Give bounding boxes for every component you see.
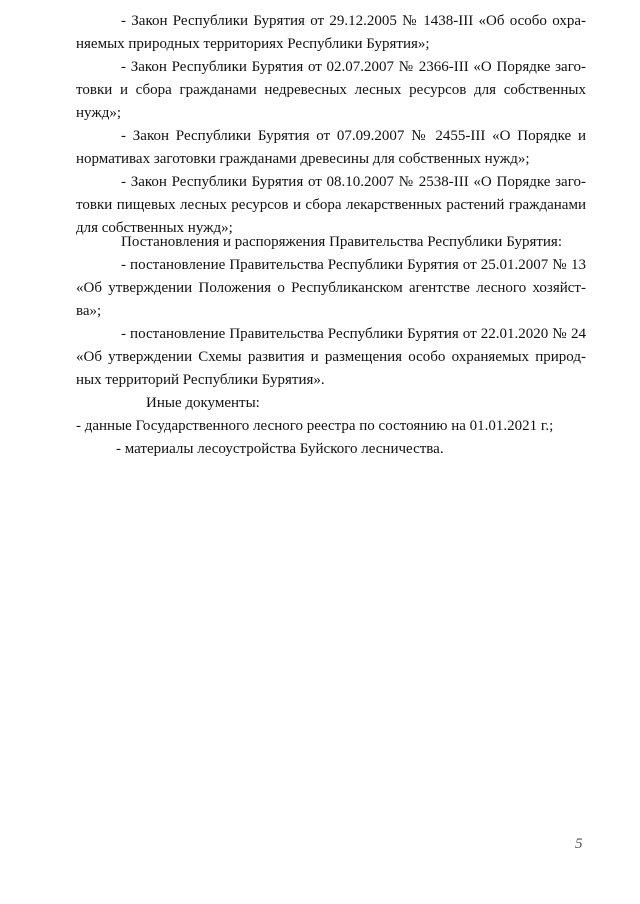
other-document-item: - материалы лесоустройства Буйского лесничества.: [116, 441, 444, 457]
laws-list: [76, 10, 586, 240]
other-documents-heading: Иные документы:: [146, 395, 260, 411]
other-documents-section: [76, 392, 586, 461]
resolution-item: - постановление Правительства Республики Бурятия от 22.01.2020 № 24 «Об утверждении Схемы развития и размещения особо охраняемых природных территорий Республики Бурятия».: [76, 326, 586, 388]
law-item: - Закон Республики Бурятия от 08.10.2007 № 2538-III «О Порядке заготовки пищевых лесных ресурсов и сбора лекарственных растений гражданами для собственных нужд»;: [76, 174, 586, 236]
law-item: - Закон Республики Бурятия от 07.09.2007 № 2455-III «О Порядке и нормативах заготовки гражданами древесины для собственных нужд»;: [76, 128, 586, 167]
resolution-item: - постановление Правительства Республики Бурятия от 25.01.2007 № 13 «Об утверждении Положения о Республиканском агентстве лесного хозяйства»;: [76, 257, 586, 319]
resolutions-heading: Постановления и распоряжения Правительства Республики Бурятия:: [121, 234, 562, 250]
resolutions-section: [76, 231, 586, 392]
page-number: 5: [575, 836, 583, 852]
law-item: - Закон Республики Бурятия от 02.07.2007 № 2366-III «О Порядке заготовки и сбора гражданами недревесных лесных ресурсов для собственных нужд»;: [76, 59, 586, 121]
law-item: - Закон Республики Бурятия от 29.12.2005 № 1438-III «Об особо охраняемых природных территориях Республики Бурятия»;: [76, 13, 586, 52]
other-document-item: - данные Государственного лесного реестра по состоянию на 01.01.2021 г.;: [76, 418, 554, 434]
